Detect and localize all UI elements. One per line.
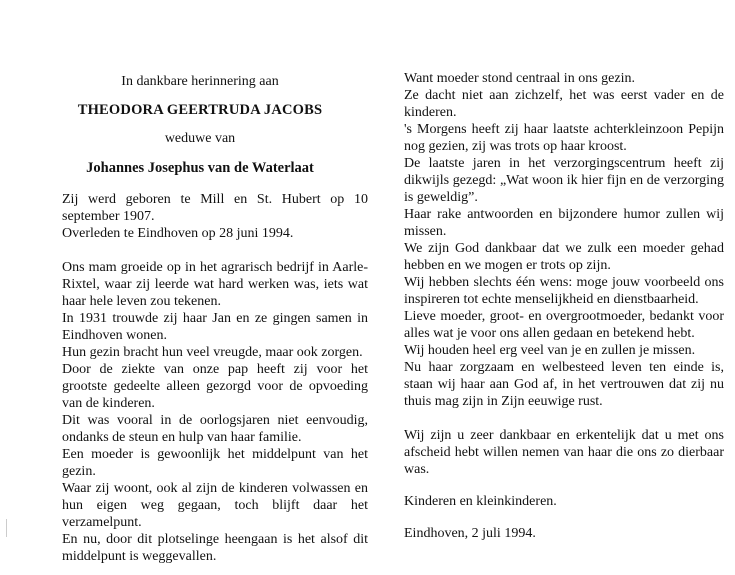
paragraph: In 1931 trouwde zij haar Jan en ze gingen samen in Eindhoven wonen. (62, 311, 368, 343)
paragraph: Wij hebben slechts één wens: moge jouw voorbeeld ons inspireren tot echte menselijkheid en dienstbaarheid. (404, 275, 724, 307)
paragraph: De laatste jaren in het verzorgingscentrum heeft zij dikwijls gezegd: „Wat woon ik hier fijn en de verzorging is geweldig”. (404, 156, 724, 205)
paragraph: Door de ziekte van onze pap heeft zij voor het grootste gedeelte alleen gezorgd voor de opvoeding van de kinderen. (62, 362, 368, 411)
scan-mark (6, 519, 7, 537)
death-text: Overleden te Eindhoven op 28 juni 1994. (62, 226, 294, 241)
paragraph: Haar rake antwoorden en bijzondere humor zullen wij missen. (404, 207, 724, 239)
signature-text: Kinderen en kleinkinderen. (404, 494, 557, 509)
husband-name: Johannes Josephus van de Waterlaat (86, 160, 314, 176)
paragraph: Nu haar zorgzaam en welbesteed leven ten einde is, staan wij haar aan God af, in het vertrouwen dat zij nu thuis mag zijn in Zijn eeuwige rust. (404, 360, 724, 409)
paragraph: Een moeder is gewoonlijk het middelpunt van het gezin. (62, 447, 368, 479)
place-date-text: Eindhoven, 2 juli 1994. (404, 526, 536, 541)
thanks-text: Wij zijn u zeer dankbaar en erkentelijk dat u met ons afscheid hebt willen nemen van haar die ons zo dierbaar was. (404, 428, 724, 477)
intro-text: In dankbare herinnering aan (121, 74, 279, 89)
paragraph: Hun gezin bracht hun veel vreugde, maar ook zorgen. (62, 345, 363, 360)
left-column (62, 70, 368, 565)
paragraph: Ons mam groeide op in het agrarisch bedrijf in Aarle-Rixtel, waar zij leerde wat hard werken was, iets wat haar hele leven zou tekenen. (62, 260, 368, 309)
paragraph: En nu, door dit plotselinge heengaan is het alsof dit middelpunt is weggevallen. (62, 532, 368, 564)
paragraph: Ze dacht niet aan zichzelf, het was eerst vader en de kinderen. (404, 88, 724, 120)
widow-text: weduwe van (164, 131, 236, 146)
paragraph: Waar zij woont, ook al zijn de kinderen volwassen en hun eigen weg gegaan, toch blijft daar het verzamelpunt. (62, 481, 368, 530)
birth-text: Zij werd geboren te Mill en St. Hubert op 10 september 1907. (62, 192, 368, 224)
paragraph: Lieve moeder, groot- en overgrootmoeder, bedankt voor alles wat je voor ons allen gedaan en betekend hebt. (404, 309, 724, 341)
deceased-name: THEODORA GEERTRUDA JACOBS (77, 102, 323, 118)
paragraph: 's Morgens heeft zij haar laatste achterkleinzoon Pepijn nog gezien, zij was trots op haar kroost. (404, 122, 724, 154)
right-column (404, 70, 724, 542)
paragraph: We zijn God dankbaar dat we zulk een moeder gehad hebben en we mogen er trots op zijn. (404, 241, 724, 273)
paragraph: Wij houden heel erg veel van je en zullen je missen. (404, 343, 696, 358)
paragraph: Dit was vooral in de oorlogsjaren niet eenvoudig, ondanks de steun en hulp van haar familie. (62, 413, 368, 445)
paragraph: Want moeder stond centraal in ons gezin. (404, 71, 635, 86)
